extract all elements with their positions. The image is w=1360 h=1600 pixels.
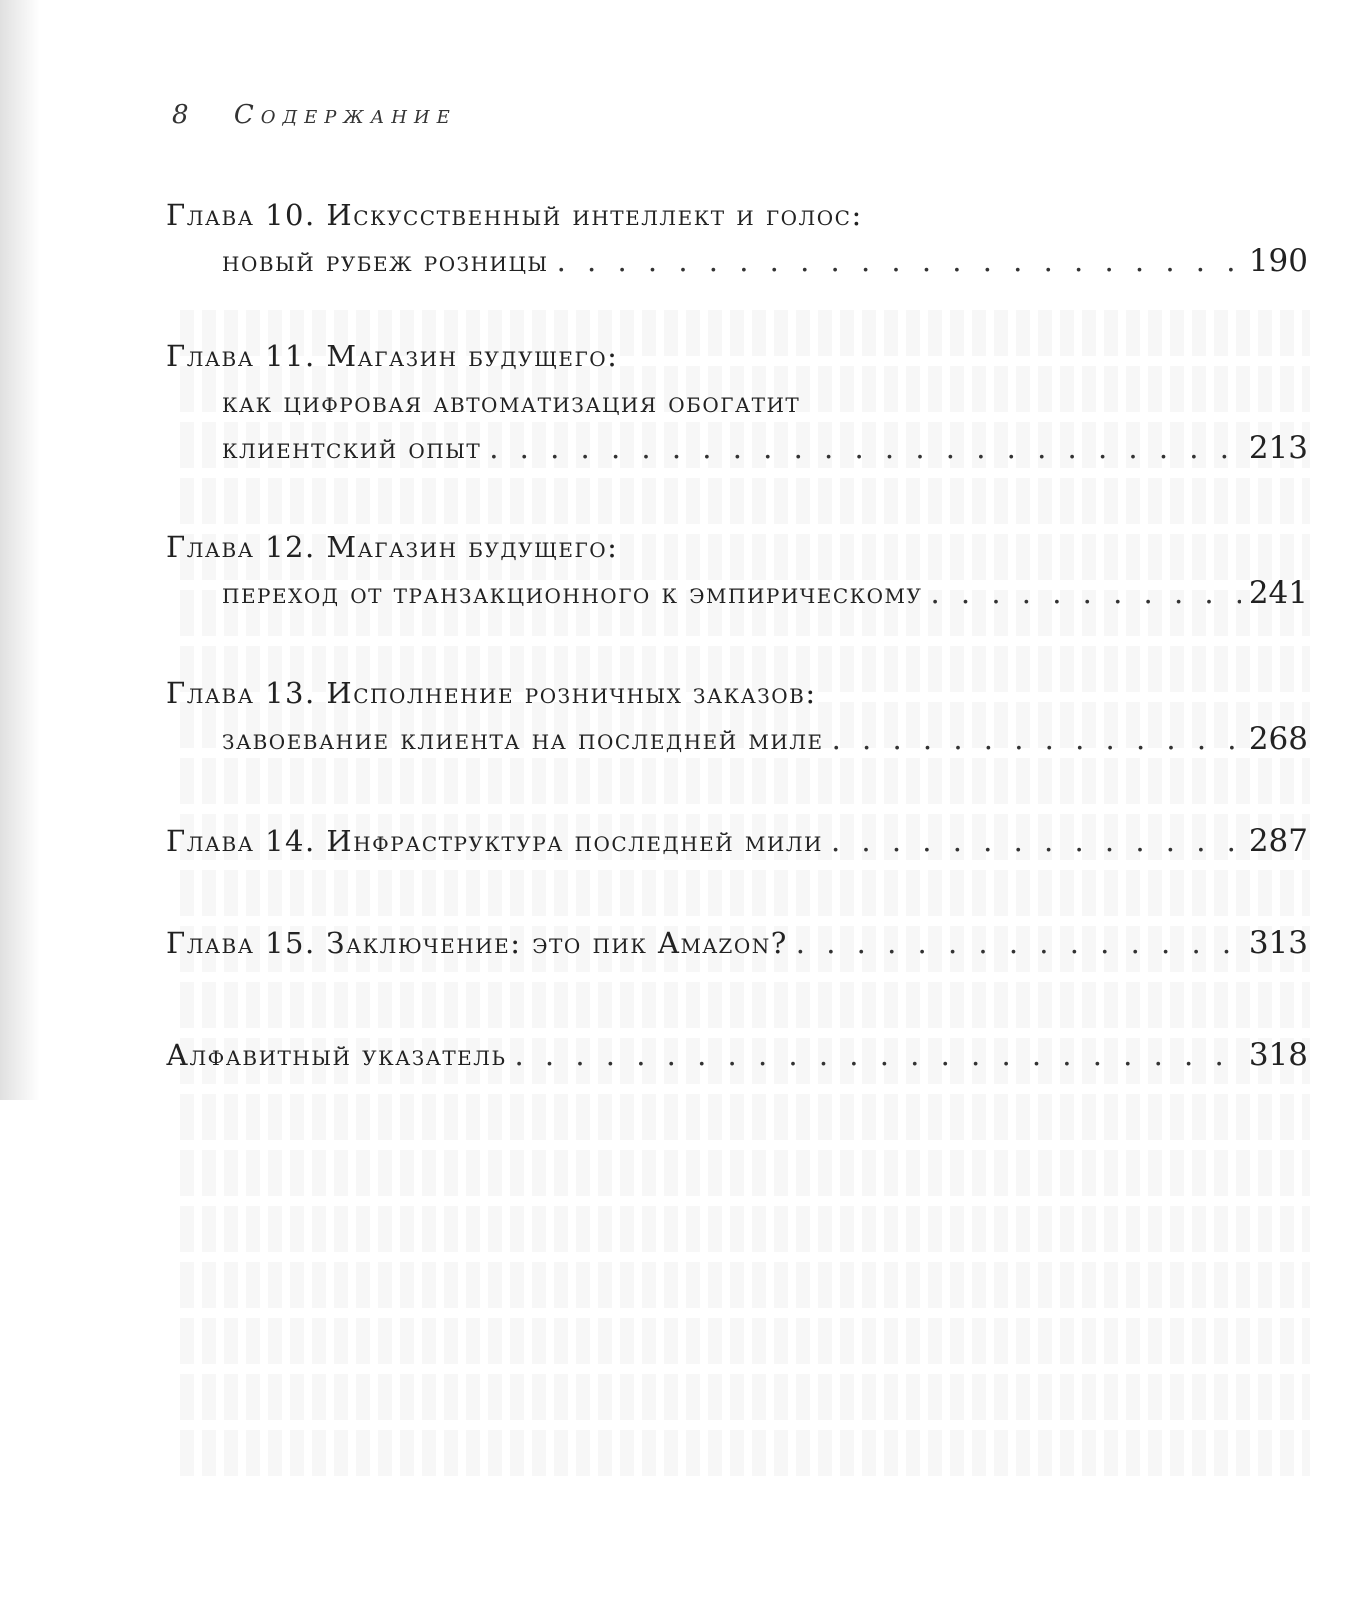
toc-entry-last-line	[166, 920, 1308, 966]
toc-entry-chapter-12[interactable]	[166, 524, 1308, 616]
toc-entry-title: Глава 15. Заключение: это пик Amazon?	[166, 926, 788, 960]
toc-page-number: 268	[1248, 721, 1308, 757]
toc-entry-index[interactable]	[166, 1032, 1308, 1078]
dot-leader	[832, 716, 1241, 762]
toc-page-number: 313	[1248, 925, 1308, 961]
toc-entry-last-line	[166, 1032, 1308, 1078]
gutter-shadow	[0, 0, 40, 1100]
dot-leader	[557, 238, 1241, 284]
toc-entry-last-line	[166, 570, 1308, 616]
toc-page-number: 318	[1248, 1037, 1308, 1073]
toc-page-number: 213	[1248, 430, 1308, 466]
dot-leader	[831, 818, 1241, 864]
toc-entry-title: Алфавитный указатель	[166, 1038, 507, 1072]
toc-page-number: 287	[1248, 823, 1308, 859]
toc-entry-title: Глава 11. Магазин будущего:	[166, 339, 619, 373]
toc-entry-title: Глава 14. Инфраструктура последней мили	[166, 824, 823, 858]
toc-entry-title: Глава 10. Искусственный интеллект и голос:	[166, 198, 863, 232]
toc-entry-subtitle: как цифровая автоматизация обогатит	[222, 385, 801, 419]
toc-entry-last-line	[166, 425, 1308, 471]
toc-entry-title: Глава 13. Исполнение розничных заказов:	[166, 676, 817, 710]
toc-entry-subtitle: новый рубеж розницы	[222, 244, 549, 278]
dot-leader	[489, 425, 1241, 471]
dot-leader	[930, 570, 1240, 616]
toc-entry-last-line	[166, 818, 1308, 864]
toc-entry-chapter-13[interactable]	[166, 670, 1308, 762]
toc-entry-subtitle: завоевание клиента на последней миле	[222, 722, 824, 756]
toc-entry-last-line	[166, 238, 1308, 284]
running-header	[172, 100, 457, 130]
toc-page-number: 241	[1248, 575, 1308, 611]
toc-entry-chapter-11[interactable]	[166, 333, 1308, 471]
toc-entry-subtitle: клиентский опыт	[222, 431, 482, 465]
toc-entry-last-line	[166, 716, 1308, 762]
dot-leader	[514, 1032, 1240, 1078]
toc-entry-subtitle: переход от транзакционного к эмпирическому	[222, 576, 923, 610]
toc-entry-chapter-10[interactable]	[166, 192, 1308, 284]
toc-entry-chapter-15[interactable]	[166, 920, 1308, 966]
toc-entry-chapter-14[interactable]	[166, 818, 1308, 864]
toc-page-number: 190	[1248, 243, 1308, 279]
toc-entry-title: Глава 12. Магазин будущего:	[166, 530, 619, 564]
running-title: Содержание	[233, 100, 457, 130]
dot-leader	[796, 920, 1241, 966]
page-number: 8	[172, 100, 189, 130]
